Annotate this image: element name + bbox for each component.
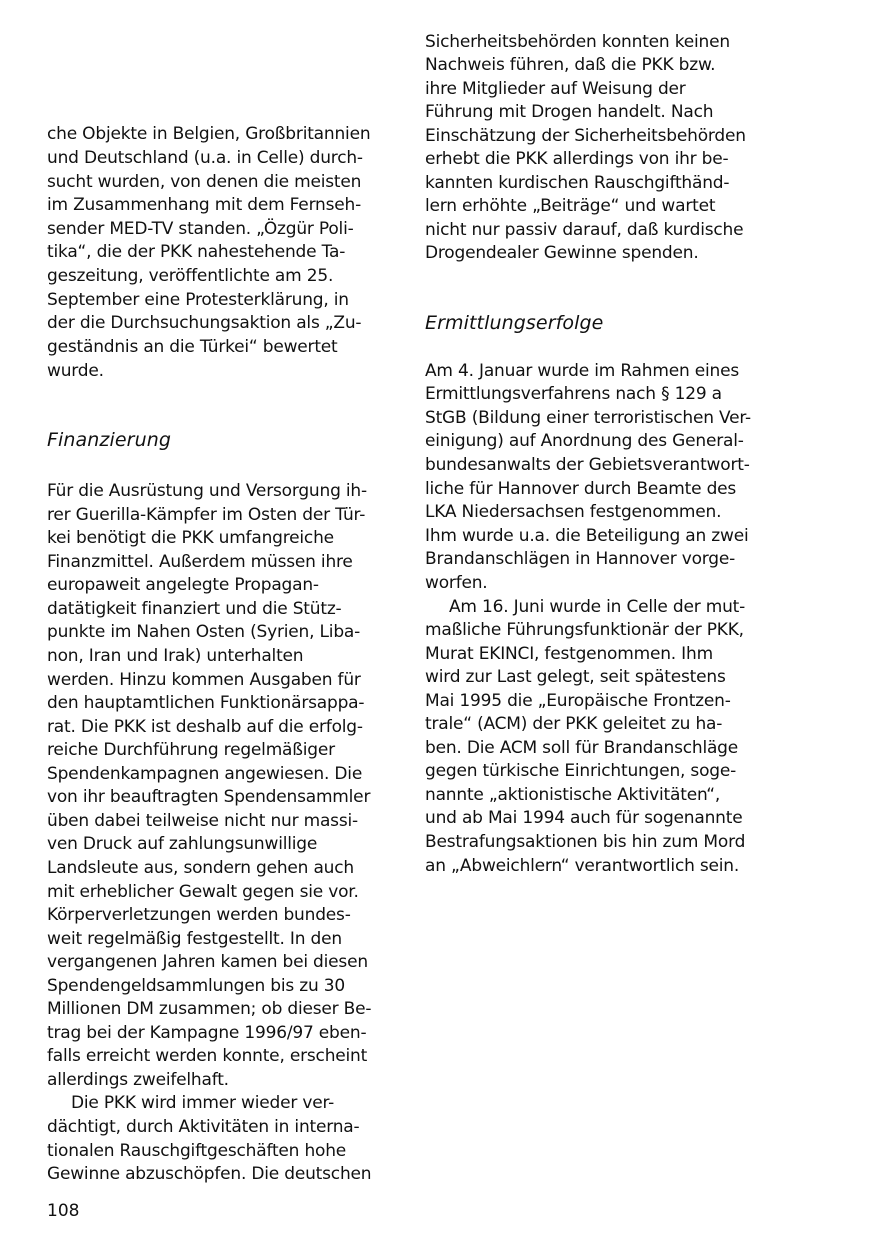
text-line: geständnis an die Türkei“ bewertet [47, 337, 338, 357]
text-line: weit regelmäßig festgestellt. In den [47, 929, 342, 949]
section-heading-investigation-results: Ermittlungserfolge [425, 312, 604, 334]
text-line: trale“ (ACM) der PKK geleitet zu ha- [425, 714, 723, 734]
text-line: den hauptamtlichen Funktionärsappa- [47, 693, 365, 713]
text-line: punkte im Nahen Osten (Syrien, Liba- [47, 622, 361, 642]
text-line: Drogendealer Gewinne spenden. [425, 243, 699, 263]
text-line: Millionen DM zusammen; ob dieser Be- [47, 999, 372, 1019]
text-line: erhebt die PKK allerdings von ihr be- [425, 149, 729, 169]
text-line: Einschätzung der Sicherheitsbehörden [425, 126, 746, 146]
text-line: lern erhöhte „Beiträge“ und wartet [425, 196, 716, 216]
text-line: wird zur Last gelegt, seit spätestens [425, 667, 726, 687]
text-line: September eine Protesterklärung, in [47, 290, 349, 310]
text-line: sucht wurden, von denen die meisten [47, 172, 362, 192]
text-line: trag bei der Kampagne 1996/97 eben- [47, 1023, 367, 1043]
text-line: reiche Durchführung regelmäßiger [47, 740, 335, 760]
text-line: Landsleute aus, sondern gehen auch [47, 858, 354, 878]
text-line: Finanzmittel. Außerdem müssen ihre [47, 552, 353, 572]
text-line: und ab Mai 1994 auch für sogenannte [425, 808, 743, 828]
text-line: bundesanwalts der Gebietsverantwort- [425, 455, 750, 475]
text-line: liche für Hannover durch Beamte des [425, 479, 737, 499]
section-heading-financing: Finanzierung [47, 429, 172, 451]
page-number: 108 [47, 1201, 80, 1221]
text-line: Brandanschlägen in Hannover vorge- [425, 549, 736, 569]
text-line: kannten kurdischen Rauschgifthänd- [425, 173, 730, 193]
text-line: falls erreicht werden konnte, erscheint [47, 1046, 368, 1066]
text-line: üben dabei teilweise nicht nur massi- [47, 811, 358, 831]
text-line: mit erheblicher Gewalt gegen sie vor. [47, 882, 359, 902]
text-line: Am 4. Januar wurde im Rahmen eines [425, 361, 740, 381]
text-line: ihre Mitglieder auf Weisung der [425, 79, 686, 99]
text-line: worfen. [425, 573, 488, 593]
text-line: nicht nur passiv darauf, daß kurdische [425, 220, 744, 240]
text-line: Ihm wurde u.a. die Beteiligung an zwei [425, 526, 749, 546]
text-line: Gewinne abzuschöpfen. Die deutschen [47, 1164, 372, 1184]
text-line: werden. Hinzu kommen Ausgaben für [47, 670, 361, 690]
text-line: rer Guerilla-Kämpfer im Osten der Tür- [47, 505, 366, 525]
text-line: Ermittlungsverfahrens nach § 129 a [425, 384, 722, 404]
text-line: Am 16. Juni wurde in Celle der mut- [449, 597, 746, 617]
text-line: dächtigt, durch Aktivitäten in interna- [47, 1117, 360, 1137]
text-line: Bestrafungsaktionen bis hin zum Mord [425, 832, 746, 852]
text-line: che Objekte in Belgien, Großbritannien [47, 124, 371, 144]
text-line: Spendengeldsammlungen bis zu 30 [47, 976, 346, 996]
text-line: ven Druck auf zahlungsunwillige [47, 834, 318, 854]
text-line: Die PKK wird immer wieder ver- [71, 1093, 335, 1113]
text-line: non, Iran und Irak) unterhalten [47, 646, 304, 666]
text-line: ben. Die ACM soll für Brandanschläge [425, 738, 739, 758]
text-line: an „Abweichlern“ verantwortlich sein. [425, 856, 740, 876]
text-line: StGB (Bildung einer terroristischen Ver- [425, 408, 751, 428]
text-line: sender MED-TV standen. „Özgür Poli- [47, 219, 354, 239]
text-line: tika“, die der PKK nahestehende Ta- [47, 242, 346, 262]
text-line: wurde. [47, 361, 104, 381]
text-line: kei benötigt die PKK umfangreiche [47, 528, 334, 548]
text-line: allerdings zweifelhaft. [47, 1070, 229, 1090]
text-line: geszeitung, veröffentlichte am 25. [47, 266, 334, 286]
text-line: im Zusammenhang mit dem Fernseh- [47, 195, 362, 215]
text-line: und Deutschland (u.a. in Celle) durch- [47, 148, 363, 168]
text-line: Sicherheitsbehörden konnten keinen [425, 32, 730, 52]
text-line: vergangenen Jahren kamen bei diesen [47, 952, 368, 972]
text-line: Körperverletzungen werden bundes- [47, 905, 351, 925]
text-line: maßliche Führungsfunktionär der PKK, [425, 620, 744, 640]
text-line: LKA Niedersachsen festgenommen. [425, 502, 722, 522]
text-line: rat. Die PKK ist deshalb auf die erfolg- [47, 717, 363, 737]
text-line: Mai 1995 die „Europäische Frontzen- [425, 691, 731, 711]
text-line: europaweit angelegte Propagan- [47, 575, 319, 595]
text-line: gegen türkische Einrichtungen, soge- [425, 761, 737, 781]
text-line: der die Durchsuchungsaktion als „Zu- [47, 313, 362, 333]
text-line: Führung mit Drogen handelt. Nach [425, 102, 714, 122]
text-line: einigung) auf Anordnung des General- [425, 431, 744, 451]
text-line: datätigkeit finanziert und die Stütz- [47, 599, 342, 619]
text-line: Für die Ausrüstung und Versorgung ih- [47, 481, 367, 501]
text-line: von ihr beauftragten Spendensammler [47, 787, 371, 807]
text-line: nannte „aktionistische Aktivitäten“, [425, 785, 721, 805]
text-line: Murat EKINCI, festgenommen. Ihm [425, 644, 713, 664]
text-line: tionalen Rauschgiftgeschäften hohe [47, 1141, 347, 1161]
text-line: Nachweis führen, daß die PKK bzw. [425, 55, 716, 75]
text-line: Spendenkampagnen angewiesen. Die [47, 764, 363, 784]
